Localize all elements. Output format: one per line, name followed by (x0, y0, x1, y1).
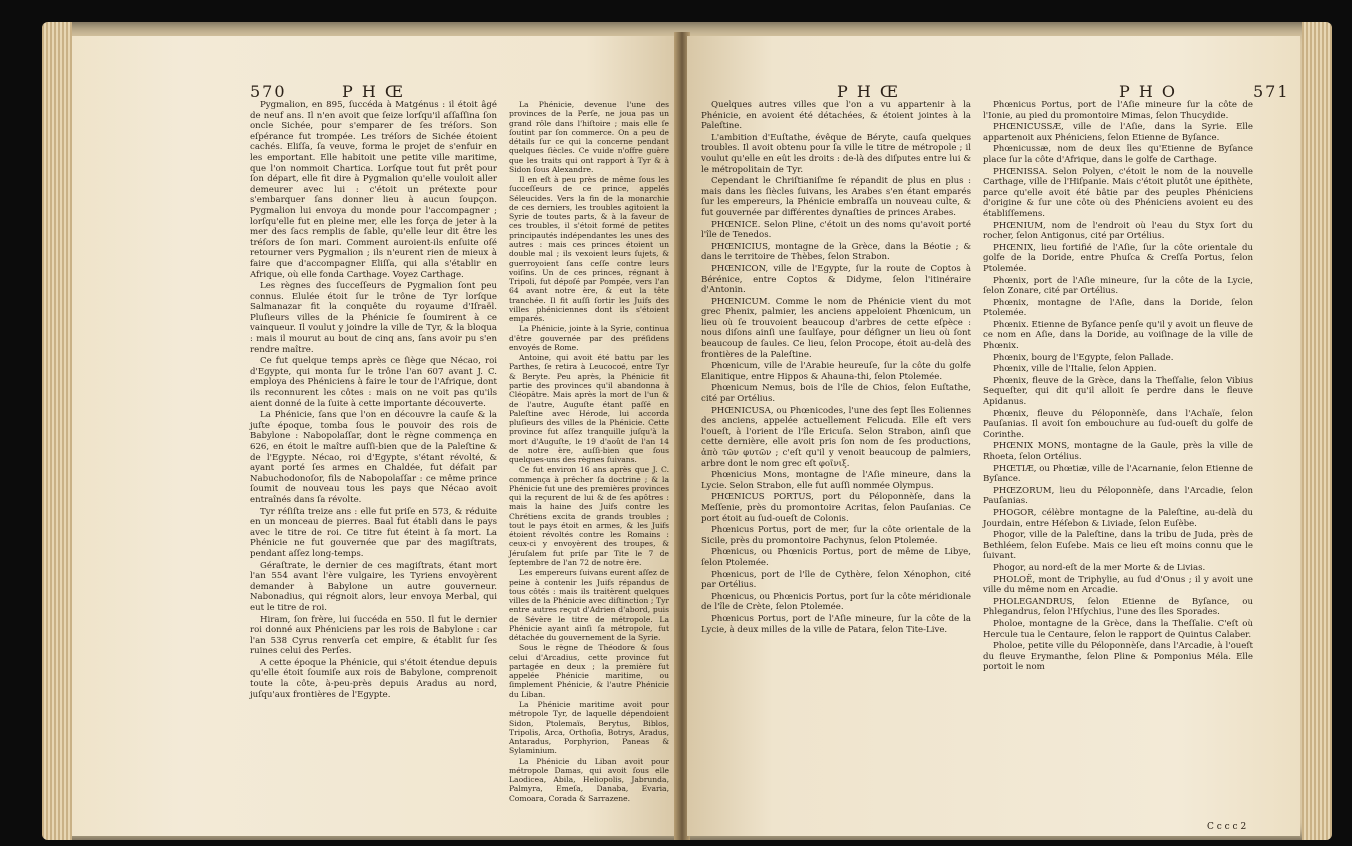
paragraph: Phœnicus, port de l'île de Cythère, ſelon Xénophon, cité par Ortélius. (701, 569, 971, 591)
paragraph: PHOLOË, mont de Triphylie, au ſud d'Onus ; il y avoit une ville du même nom en Arcadie. (983, 574, 1253, 596)
paragraph: Phœnix, port de l'Aſie mineure, ſur la côte de la Lycie, ſelon Zonare, cité par Ortélius. (983, 275, 1253, 297)
paragraph: Pholoe, petite ville du Péloponnèſe, dans l'Arcadie, à l'oueſt du fleuve Erymanthe, ſelon Pline & Pomponius Méla. Elle portoit le nom (983, 641, 1253, 673)
page-number-right: 571 (1253, 82, 1290, 101)
paragraph: Les règnes des ſucceſſeurs de Pygmalion ſont peu connus. Elulée étoit ſur le trône de Tyr lorſque Salmanazar fit la conquête du royaume d'Iſraël. Pluſieurs villes de la Phénicie ſe ſoumirent à ce vainqueur. Il voulut y joindre la ville de Tyr, & la bloqua : mais il mourut au bout de cinq ans, ſans avoir pu s'en rendre maître. (250, 281, 497, 355)
paragraph: Phœnix, montagne de l'Aſie, dans la Doride, ſelon Ptolemée. (983, 297, 1253, 319)
paragraph: Géraſtrate, le dernier de ces magiſtrats, étant mort l'an 554 avant l'ère vulgaire, les Tyriens envoyèrent demander à Babylone un autre gouverneur. Nabonadius, qui régnoit alors, leur envoya Merbal, qui eut le titre de roi. (250, 560, 497, 613)
right-column-1 (701, 100, 971, 636)
paragraph: Pholoe, montagne de la Grèce, dans la Theſſalie. C'eſt où Hercule tua le Centaure, ſelon le rapport de Quintus Calaber. (983, 618, 1253, 640)
paragraph: PHŒNIX, lieu fortifié de l'Aſie, ſur la côte orientale du golfe de la Doride, entre Phuſca & Creſſa Portus, ſelon Ptolemée. (983, 242, 1253, 274)
paragraph: PHŒNICUSSÆ, ville de l'Aſie, dans la Syrie. Elle appartenoit aux Phéniciens, ſelon Etienne de Byſance. (983, 122, 1253, 143)
paragraph: Phogor, ville de la Paleſtine, dans la tribu de Juda, près de Bethléem, ſelon Euſebe. Mais ce lieu eſt moins connu que le ſuivant. (983, 530, 1253, 562)
paragraph: Phœnix, fleuve de la Grèce, dans la Theſſalie, ſelon Vibius Sequeſter, qui dit qu'il alloit ſe perdre dans le fleuve Apidanus. (983, 375, 1253, 408)
paragraph: Phœnicius Mons, montagne de l'Aſie mineure, dans la Lycie. Selon Strabon, elle fut auſſi nommée Olympus. (701, 470, 971, 491)
signature-mark: C c c c 2 (1207, 822, 1247, 832)
paragraph: PHŒTIÆ, ou Phœtiæ, ville de l'Acarnanie, ſelon Etienne de Byſance. (983, 463, 1253, 485)
paragraph: La Phénicie du Liban avoit pour métropole Damas, qui avoit ſous elle Laodicea, Abila, Heliopolis, Jabrunda, Palmyra, Emeſa, Danaba, Evaria, Comoara, Corada & Sarrazene. (509, 756, 669, 803)
paragraph: Phogor, au nord-eſt de la mer Morte & de Livias. (993, 562, 1206, 573)
running-head-left: P H Œ (342, 82, 406, 101)
left-column-2 (509, 100, 669, 804)
paragraph: Phœnicum Nemus, bois de l'île de Chios, ſelon Euſtathe, cité par Ortélius. (701, 383, 971, 405)
paragraph: Les empereurs ſuivans eurent aſſez de peine à contenir les Juifs répandus de tous côtés : mais ils traitèrent quelques villes de la Phénicie avec diſtinction ; Tyr entre autres reçut d'Adrien d'abord, puis de Sévère le titre de métropole. La Phénicie ayant ainſi ſa métropole, fut détachée du gouvernement de la Syrie. (509, 568, 669, 643)
paragraph: Ce fut environ 16 ans après que J. C. commença à prêcher ſa doctrine ; & la Phénicie fut une des premières provinces qui la reçurent de lui & de ſes apôtres : mais la haine des Juifs contre les Chrétiens excita de grands troubles ; tout le pays étoit en armes, & les Juifs étoient révoltés contre les Romains : ceux-ci y envoyèrent des troupes, & Jéruſalem fut priſe par Tite le 7 de ſeptembre de l'an 72 de notre ère. (509, 465, 669, 568)
paragraph: PHŒNISSA. Selon Polyen, c'étoit le nom de la nouvelle Carthage, ville de l'Hiſpanie. Mais c'étoit plutôt une épithète, parce qu'elle avoit été bâtie par des peuples Phéniciens d'origine & ſur une côte où des Phéniciens avoient eu des établiſſemens. (983, 166, 1253, 219)
paragraph: Phœnix, fleuve du Péloponnèſe, dans l'Achaïe, ſelon Pauſanias. Il avoit ſon embouchure au ſud-oueſt du golfe de Corinthe. (983, 408, 1253, 440)
left-column-1 (250, 100, 497, 701)
paragraph: PHŒNICUSA, ou Phœnicodes, l'une des ſept îles Eoliennes des anciens, appelée actuellement Felicuda. Elle eſt vers l'oueſt, à l'orient de l'île Ericuſa. Selon Strabon, ainſi que cette dernière, elle avoit pris ſon nom de ſes productions, ἀπὸ τῶν φυτῶν ; c'eſt qu'il y venoit beaucoup de palmiers, arbre dont le nom grec eſt φοῖνιξ. (701, 405, 971, 469)
paragraph: Hiram, ſon frère, lui ſuccéda en 550. Il fut le dernier roi donné aux Phéniciens par les rois de Babylone : car l'an 538 Cyrus renverſa cet empire, & établit ſur ſes ruines celui des Perſes. (250, 614, 497, 657)
paragraph: PHŒZORUM, lieu du Péloponnèſe, dans l'Arcadie, ſelon Pauſanias. (983, 485, 1253, 507)
paragraph: Phœnix. Etienne de Byſance penſe qu'il y avoit un fleuve de ce nom en Aſie, dans la Doride, au voiſinage de la ville de Phœnix. (983, 319, 1253, 352)
paragraph: Cependant le Chriſtianiſme ſe répandit de plus en plus : mais dans les ſiècles ſuivans, les Arabes s'en étant emparés ſur les empereurs, la Phénicie embraſſa un nouveau culte, & fut gouvernée par différentes dynaſties de princes Arabes. (701, 176, 971, 218)
paragraph: Sous le règne de Théodore & ſous celui d'Arcadius, cette province fut partagée en deux ; la première fut appelée Phénicie maritime, ou ſimplement Phénicie, & l'autre Phénicie du Liban. (509, 643, 669, 699)
paragraph: Tyr réſiſta treize ans : elle fut priſe en 573, & réduite en un monceau de pierres. Baal fut établi dans le pays avec le titre de roi. Ce titre fut éteint à ſa mort. La Phénicie ne fut gouvernée que par des magiſtrats, pendant aſſez long-temps. (250, 506, 497, 559)
paragraph: La Phénicie, devenue l'une des provinces de la Perſe, ne joua pas un grand rôle dans l'hiſtoire ; mais elle ſe ſoutint par ſon commerce. On a peu de détails ſur ce qui la concerne pendant quelques ſiècles. Ce vuide n'offre guère que les traits qui ont rapport à Tyr & à Sidon ſous Alexandre. (509, 100, 669, 174)
page-edges-right (1302, 22, 1332, 840)
paragraph: Phœnicus, ou Phœnicis Portus, port ſur la côte méridionale de l'île de Crète, ſelon Ptolemée. (701, 591, 971, 613)
paragraph: Phœnicum, ville de l'Arabie heureuſe, ſur la côte du golfe Elanitique, entre Hippos & Ahauna-thi, ſelon Ptolemée. (701, 361, 971, 382)
left-page (72, 36, 677, 836)
paragraph: Quelques autres villes que l'on a vu appartenir à la Phénicie, en avoient été détachées, & étoient jointes à la Paleſtine. (701, 100, 971, 132)
paragraph: PHŒNIX MONS, montagne de la Gaule, près la ville de Rhoeta, ſelon Ortélius. (983, 441, 1253, 462)
paragraph: Phœnicus Portus, port de l'Aſie mineure, ſur la côte de la Lycie, à deux milles de la ville de Patara, ſelon Tite-Live. (701, 613, 971, 635)
page-edges-left (42, 22, 72, 840)
open-book (42, 22, 1332, 840)
paragraph: PHŒNICUM. Comme le nom de Phénicie vient du mot grec Phenix, palmier, les anciens appeloient Phœnicum, un lieu où ſe trouvoient beaucoup d'arbres de cette eſpèce : nous diſons ainſi une ſaulſaye, pour déſigner un lieu où ſont beaucoup de ſaules. Ce lieu, ſelon Procope, étoit au-delà des frontières de la Paleſtine. (701, 296, 971, 360)
running-head-right-1: P H Œ (837, 82, 901, 101)
right-page (687, 36, 1300, 836)
running-head-right-2: P H O (1119, 82, 1178, 101)
page-number-left: 570 (250, 82, 287, 101)
paragraph: Il en eſt à peu près de même ſous les ſucceſſeurs de ce prince, appelés Séleucides. Vers la fin de la monarchie de ces derniers, les troubles agitoient la Syrie de toutes parts, & à la faveur de ces troubles, il s'étoit formé de petites principautés indépendantes les unes des autres : mais ces princes étoient un double mal ; ils vexoient leurs ſujets, & guerroyoient ſans ceſſe contre leurs voiſins. Un de ces princes, régnant à Tripoli, fut dépoſé par Pompée, vers l'an 64 avant notre ère, & eut la tête tranchée. Il fit auſſi ſortir les Juifs des villes phéniciennes dont ils s'étoient emparés. (509, 175, 669, 324)
paragraph: PHŒNICIUS, montagne de la Grèce, dans la Béotie ; & dans le territoire de Thèbes, ſelon Strabon. (701, 241, 971, 263)
paragraph: PHOLEGANDRUS, ſelon Etienne de Byſance, ou Phlegandrus, ſelon l'Hſychius, l'une des îles Sporades. (983, 596, 1253, 618)
paragraph: L'ambition d'Euſtathe, évêque de Béryte, cauſa quelques troubles. Il avoit obtenu pour ſa ville le titre de métropole ; il voulut qu'elle en eût les droits : de-là des diſputes entre lui & le métropolitain de Tyr. (701, 132, 971, 175)
paragraph: La Phénicie, jointe à la Syrie, continua d'être gouvernée par des préſidens envoyés de Rome. (509, 324, 669, 352)
paragraph: PHŒNICUS PORTUS, port du Péloponnèſe, dans la Meſſenie, près du promontoire Acritas, ſelon Pauſanias. Ce port étoit au ſud-oueſt de Colonis. (701, 492, 971, 524)
paragraph: Phœnicus Portus, port de l'Aſie mineure ſur la côte de l'Ionie, au pied du promontoire Mimas, ſelon Thucydide. (983, 100, 1253, 121)
paragraph: Phœnicus Portus, port de mer, ſur la côte orientale de la Sicile, près du promontoire Pachynus, ſelon Ptolemée. (701, 525, 971, 546)
right-column-2 (983, 100, 1253, 674)
paragraph: Phœnicus, ou Phœnicis Portus, port de même de Libye, ſelon Ptolemée. (701, 547, 971, 568)
paragraph: PHŒNICE. Selon Pline, c'étoit un des noms qu'avoit porté l'île de Tenedos. (701, 219, 971, 241)
paragraph: La Phénicie maritime avoit pour métropole Tyr, de laquelle dépendoient Sidon, Ptolemaïs, Berytus, Biblos, Tripolis, Arca, Orthoſia, Botrys, Aradus, Antaradus, Porphyrion, Paneas & Sylaminium. (509, 700, 669, 756)
paragraph: Ce fut quelque temps après ce ſiège que Nécao, roi d'Egypte, qui monta ſur le trône l'an 607 avant J. C. employa des Phéniciens à faire le tour de l'Afrique, dont ils reconnurent les côtes : mais on ne voit pas qu'ils aient donné de la ſuite à cette importante découverte. (250, 356, 497, 409)
paragraph: A cette époque la Phénicie, qui s'étoit étendue depuis qu'elle étoit ſoumiſe aux rois de Babylone, comprenoit toute la côte, à-peu-près depuis Aradus au nord, juſqu'aux frontières de l'Egypte. (250, 657, 497, 700)
paragraph: Phœnicussæ, nom de deux îles qu'Etienne de Byſance place ſur la côte d'Afrique, dans le golfe de Carthage. (983, 144, 1253, 165)
paragraph: Antoine, qui avoit été battu par les Parthes, ſe retira à Leucocoé, entre Tyr & Beryte. Peu après, la Phénicie fit partie des provinces qu'il abandonna à Cléopâtre. Mais après la mort de l'un & de l'autre, Auguſte étant paſſé en Paleſtine avec Hérode, lui accorda pluſieurs des villes de la Phénicie. Cette province fut aſſez tranquille juſqu'à la mort d'Auguſte, le 19 d'août de l'an 14 de notre ère, auſſi-bien que ſous quelques-uns des règnes ſuivans. (509, 353, 669, 465)
paragraph: La Phénicie, ſans que l'on en découvre la cauſe & la juſte époque, tomba ſous le pouvoir des rois de Babylone : Nabopolaſſar, dont le règne commença en 626, en étoit le maître auſſi-bien que de la Paleſtine & de l'Egypte. Nécao, roi d'Egypte, s'étant révolté, & ayant porté ſes armes en Chaldée, fut défait par Nabuchodonoſor, fils de Nabopolaſſar : ce même prince ſoumit de nouveau tous les pays que Nécao avoit entraînés dans ſa révolte. (250, 410, 497, 505)
paragraph: Phœnix, bourg de l'Egypte, ſelon Pallade. (993, 352, 1174, 363)
paragraph: Pygmalion, en 895, ſuccéda à Matgénus : il étoit âgé de neuf ans. Il n'en avoit que ſeize lorſqu'il aſſaſſina ſon oncle Sichée, pour s'emparer de ſes tréſors. Son eſpérance fut trompée. Les tréſors de Sichée étoient cachés. Eliſſa, ſa veuve, forma le projet de s'enfuir en les emportant. Elle habitoit une petite ville maritime, que l'on nommoit Chartica. Lorſque tout fut prêt pour ſon départ, elle fit dire à Pygmalion qu'elle vouloit aller demeurer avec lui : c'étoit un prétexte pour s'embarquer ſans donner lieu à aucun ſoupçon. Pygmalion lui envoya du monde pour l'accompagner ; lorſqu'elle fut en pleine mer, elle les força de jeter à la mer des ſacs remplis de ſable, qu'elle leur dit être les tréſors de ſon mari. Comment auroient-ils enſuite oſé retourner vers Pygmalion ; ils n'eurent rien de mieux à faire que d'accompagner Eliſſa, qui alla s'établir en Afrique, où elle fonda Carthage. Voyez Carthage. (250, 100, 497, 280)
paragraph: PHŒNICON, ville de l'Egypte, ſur la route de Coptos à Bérénice, entre Coptos & Didyme, ſelon l'itinéraire d'Antonin. (701, 263, 971, 296)
paragraph: PHŒNIUM, nom de l'endroit où l'eau du Styx ſort du rocher, ſelon Antigonus, cité par Ortélius. (983, 220, 1253, 242)
paragraph: Phœnix, ville de l'Italie, ſelon Appien. (993, 364, 1157, 375)
paragraph: PHOGOR, célèbre montagne de la Paleſtine, au-delà du Jourdain, entre Héſebon & Liviade, ſelon Euſèbe. (983, 507, 1253, 529)
